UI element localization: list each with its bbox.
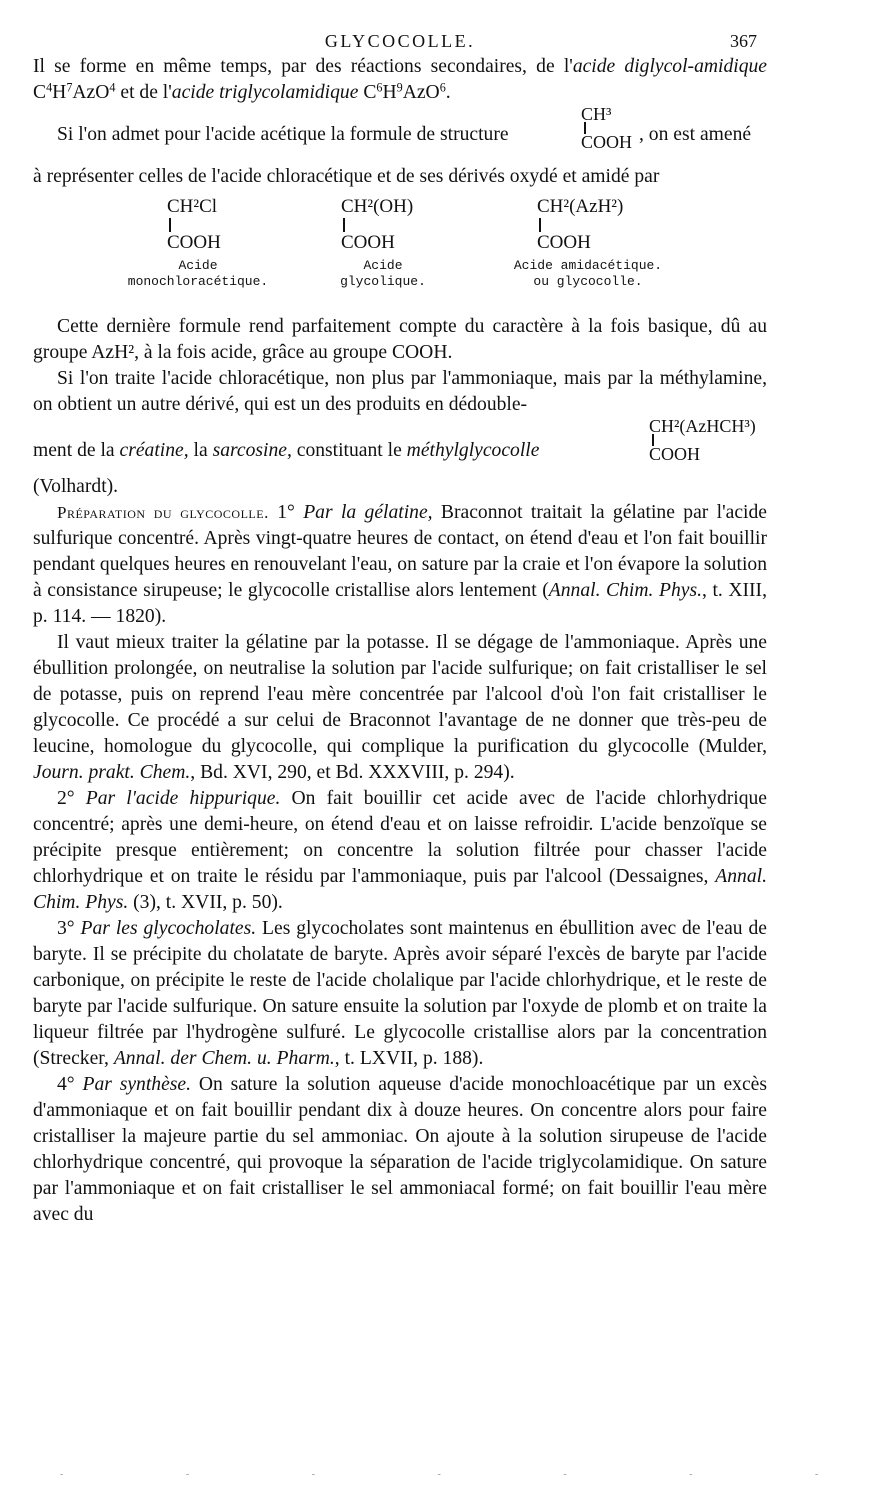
volhardt-citation: (Volhardt). [33, 476, 119, 497]
section-heading: Préparation du glycocolle. [57, 503, 269, 522]
paragraph-methylamine: Si l'on traite l'acide chloracétique, non plus par l'ammoniaque, mais par la méthylamine, on obtient un autre dérivé, qui est un des produits en dédouble- [33, 368, 767, 415]
structure-top: CH²(AzHCH³) [649, 416, 756, 436]
caption: Acide glycolique. [340, 258, 426, 289]
structures-row [33, 196, 767, 314]
sarcosine-structure [649, 418, 756, 462]
caption: Acide amidacétique. ou glycocolle. [513, 258, 663, 289]
formula-intro-text: Si l'on admet pour l'acide acétique la formule de structure [57, 124, 509, 145]
paragraph-glycocholates: 3° Par les glycocholates. Les glycocholates sont maintenus en ébullition avec de l'eau de baryte. Il se précipite du cholatate de baryte. Après avoir séparé l'excès de baryte par l'acide carbonique, on précipite le reste de l'acide cholalique par l'acide chlorhydrique, et le reste de baryte par l'acide sulfurique. On sature ensuite la solution par l'oxyde de plomb et on traite la liqueur filtrée par l'hydrogène sulfuré. Le glycocolle cristallise alors par la concentration (Strecker, Annal. der Chem. u. Pharm., t. LXVII, p. 188). [33, 918, 768, 1069]
page-header [33, 26, 767, 54]
paragraph-synthesis: 4° Par synthèse. On sature la solution aqueuse d'acide monochloacétique par un excès d'ammoniaque et on fait bouillir pendant dix à douze heures. On concentre alors pour faire cristalliser la majeure partie du sel ammoniac. On ajoute à la solution sirupeuse de l'acide chlorhydrique concentré, qui provoque la séparation de l'acide triglycolamidique. On sature par l'ammoniaque et on fait cristalliser le sel ammoniacal formé; on fait bouillir l'eau mère avec du [33, 1074, 767, 1225]
structure-top: CH³ [581, 104, 612, 124]
acetic-acid-structure [581, 106, 632, 150]
running-title: GLYCOCOLLE. [324, 31, 476, 51]
paragraph-by-products: Il se forme en même temps, par des réactions secondaires, de l'acide diglycol-amidique $C^4H^7AzO^4$ et de l'acide triglycolamidique $C^6H^9AzO^6$. [33, 56, 767, 103]
acetic-acid-formula-line [33, 106, 767, 164]
bond-line [343, 218, 345, 232]
structure-amidacetic: CH²(AzH²) COOH Acide amidacétique. ou glycocolle. [503, 196, 673, 290]
structure-bottom: COOH [581, 132, 633, 152]
page [33, 26, 767, 1228]
paragraph-hippuric: 2° Par l'acide hippurique. On fait bouillir cet acide avec de l'acide chlorhydrique concentré; après une demi-heure, on étend d'eau et on laisse refroidir. L'acide benzoïque se précipite presque entièrement; on concentre la solution filtrée pour chasser l'acide chlorhydrique et on traite le résidu par l'ammoniaque, puis par l'alcool (Dessaignes, Annal. Chim. Phys. (3), t. XVII, p. 50). [33, 788, 768, 913]
sarcosine-formula-line: ment de la créatine, la sarcosine, constituant le méthylglycocolle CH²(AzHCH³) COOH [33, 416, 756, 464]
bond-line [539, 218, 541, 232]
page-number: 367 [730, 31, 757, 51]
paragraph-potash: Il vaut mieux traiter la gélatine par la potasse. Il se dégage de l'ammoniaque. Après une ébullition prolongée, on neutralise la solution par l'acide sulfurique; on fait cristalliser le sel de potasse, puis on reprend l'eau mère concentrée par l'alcool d'où l'on fait cristalliser le glycocolle. Ce procédé a sur celui de Braconnot l'avantage de ne donner que très-peu de leucine, homologue du glycocolle, qui complique la purification du glycocolle (Mulder, Journ. prakt. Chem., Bd. XVI, 290, et Bd. XXXVIII, p. 294). [33, 632, 767, 783]
structure-glycolic: CH²(OH) COOH Acide glycolique. [323, 196, 443, 290]
structure-monochloracetic: CH²Cl COOH Acide monochloracétique. [123, 196, 273, 290]
paragraph-preparation-gelatin: Préparation du glycocolle. 1° Par la gélatine, Braconnot traitait la gélatine par l'acide sulfurique concentré. Après vingt-quatre heures de contact, on étend d'eau et l'on fait bouillir pendant quelques heures en renouvelant l'eau, on sature par la craie et l'on évapore la solution à consistance sirupeuse; le glycocolle cristallise alors lentement (Annal. Chim. Phys., t. XIII, p. 114. — 1820). [33, 502, 767, 627]
paragraph-basic-acidic: Cette dernière formule rend parfaitement compte du caractère à la fois basique, dû au groupe AzH², à la fois acide, grâce au groupe COOH. [33, 316, 767, 363]
bottom-scan-marks: - - - - - - - [60, 1469, 878, 1480]
caption: Acide monochloracétique. [127, 258, 269, 289]
formula-intro-continuation: à représenter celles de l'acide chloracétique et de ses dérivés oxydé et amidé par [33, 166, 660, 187]
bond-line [169, 218, 171, 232]
structure-bottom: COOH [649, 444, 701, 464]
formula-intro-end: , on est amené [639, 124, 752, 145]
